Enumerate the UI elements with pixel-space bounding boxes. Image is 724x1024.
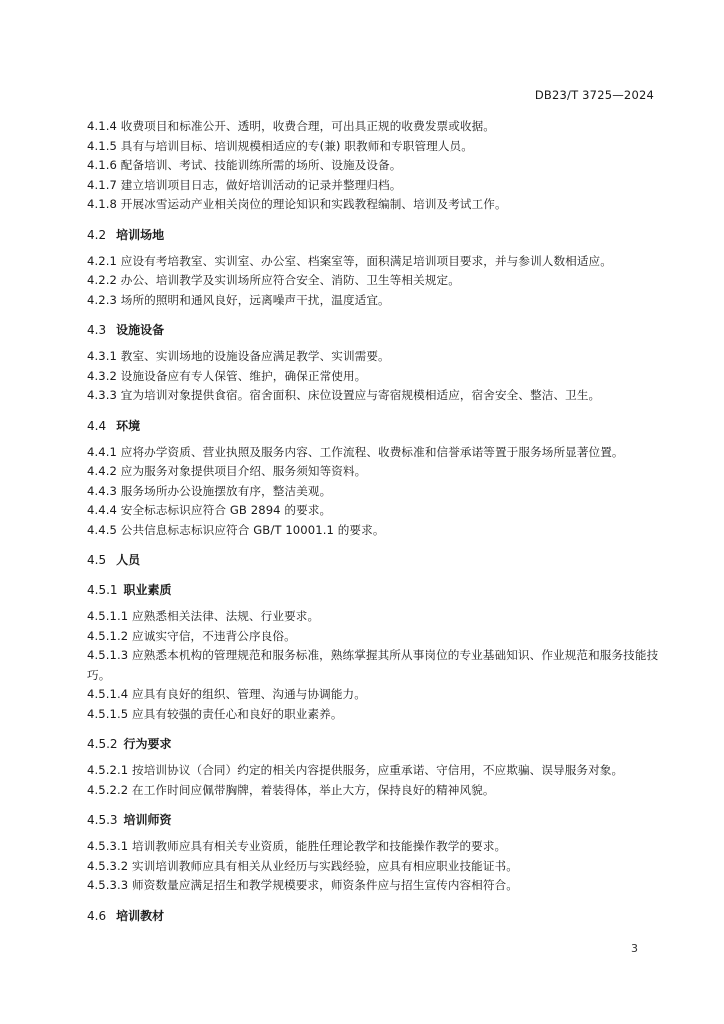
- section-heading-4-5-3: [87, 811, 662, 830]
- clause-4-5-1-3: 4.5.1.3 应熟悉本机构的管理规范和服务标准，熟练掌握其所从事岗位的专业基础知识、作业规范和服务技能技巧。: [87, 648, 659, 682]
- clause-4-3-3: 4.3.3 宜为培训对象提供食宿。宿舍面积、床位设置应与寄宿规模相适应，宿舍安全、整洁、卫生。: [87, 388, 601, 402]
- clause-list-4-4: [87, 443, 662, 541]
- section-number: 4.2: [87, 227, 107, 242]
- section-heading-4-6: [87, 907, 662, 926]
- clause-4-1-7: 4.1.7 建立培训项目日志，做好培训活动的记录并整理归档。: [87, 177, 402, 192]
- clause-4-5-1-5: 4.5.1.5 应具有较强的责任心和良好的职业素养。: [87, 706, 343, 721]
- clause-4-5-3-2: 4.5.3.2 实训培训教师应具有相关从业经历与实践经验，应具有相应职业技能证书。: [87, 858, 518, 873]
- clause-4-5-2-1: 4.5.2.1 按培训协议（合同）约定的相关内容提供服务，应重承诺、守信用，不应欺骗、误导服务对象。: [87, 763, 624, 777]
- clause-4-5-1-1: 4.5.1.1 应熟悉相关法律、法规、行业要求。: [87, 609, 320, 623]
- section-heading-4-5-2: [87, 735, 662, 754]
- section-title: 环境: [116, 418, 141, 433]
- clause-4-5-1-2: 4.5.1.2 应诚实守信，不违背公序良俗。: [87, 628, 296, 643]
- section-number: 4.5.2: [87, 737, 118, 751]
- section-title: 行为要求: [123, 737, 172, 751]
- document-code: DB23/T 3725—2024: [534, 88, 654, 102]
- clause-4-4-2: 4.4.2 应为服务对象提供项目介绍、服务须知等资料。: [87, 464, 367, 478]
- clause-list-4-5-2: [87, 761, 662, 800]
- document-body: [87, 117, 662, 933]
- clause-4-4-3: 4.4.3 服务场所办公设施摆放有序，整洁美观。: [87, 483, 332, 498]
- section-title: 设施设备: [116, 323, 165, 337]
- section-heading-4-3: [87, 321, 662, 340]
- clause-list-4-5-1: [87, 607, 662, 724]
- section-number: 4.5.3: [87, 813, 118, 827]
- clause-4-1-5: 4.1.5 具有与培训目标、培训规模相适应的专(兼) 职教师和专职管理人员。: [87, 138, 473, 153]
- clause-4-2-2: 4.2.2 办公、培训教学及实训场所应符合安全、消防、卫生等相关规定。: [87, 273, 460, 287]
- clause-4-2-3: 4.2.3 场所的照明和通风良好，远离噪声干扰，温度适宜。: [87, 292, 390, 307]
- section-heading-4-4: [87, 417, 662, 436]
- clause-4-4-4: 4.4.4 安全标志标识应符合 GB 2894 的要求。: [87, 503, 332, 517]
- clause-list-4-5-3: [87, 837, 662, 896]
- clause-list-4-2: [87, 252, 662, 311]
- clause-list-4-3: [87, 347, 662, 406]
- clause-4-4-5: 4.4.5 公共信息标志标识应符合 GB/T 10001.1 的要求。: [87, 522, 385, 537]
- section-number: 4.6: [87, 908, 107, 923]
- clause-4-3-1: 4.3.1 教室、实训场地的设施设备应满足教学、实训需要。: [87, 349, 390, 363]
- clause-list-4-1: [87, 117, 662, 215]
- section-heading-4-5-1: [87, 581, 662, 600]
- section-number: 4.3: [87, 323, 107, 337]
- section-title: 培训场地: [116, 227, 165, 242]
- section-heading-4-5: [87, 551, 662, 570]
- clause-4-5-3-1: 4.5.3.1 培训教师应具有相关专业资质，能胜任理论教学和技能操作教学的要求。: [87, 839, 507, 853]
- clause-4-5-3-3: 4.5.3.3 师资数量应满足招生和教学规模要求，师资条件应与招生宣传内容相符合。: [87, 878, 518, 892]
- section-title: 人员: [116, 553, 141, 567]
- clause-4-2-1: 4.2.1 应设有考培教室、实训室、办公室、档案室等，面积满足培训项目要求，并与参训人数相适应。: [87, 253, 612, 268]
- clause-4-1-8: 4.1.8 开展冰雪运动产业相关岗位的理论知识和实践教程编制、培训及考试工作。: [87, 197, 507, 211]
- section-title: 培训教材: [116, 908, 165, 923]
- section-heading-4-2: [87, 226, 662, 245]
- clause-4-1-6: 4.1.6 配备培训、考试、技能训练所需的场所、设施及设备。: [87, 158, 402, 172]
- page-number: 3: [631, 942, 638, 955]
- section-title: 培训师资: [123, 813, 172, 827]
- clause-4-3-2: 4.3.2 设施设备应有专人保管、维护，确保正常使用。: [87, 368, 367, 383]
- section-number: 4.5.1: [87, 583, 118, 597]
- clause-4-4-1: 4.4.1 应将办学资质、营业执照及服务内容、工作流程、收费标准和信誉承诺等置于服务场所显著位置。: [87, 444, 624, 459]
- section-number: 4.5: [87, 553, 107, 567]
- clause-4-5-1-4: 4.5.1.4 应具有良好的组织、管理、沟通与协调能力。: [87, 687, 366, 701]
- section-number: 4.4: [87, 418, 107, 433]
- section-title: 职业素质: [123, 583, 172, 597]
- clause-4-5-2-2: 4.5.2.2 在工作时间应佩带胸牌，着装得体，举止大方，保持良好的精神风貌。: [87, 782, 495, 797]
- clause-4-1-4: 4.1.4 收费项目和标准公开、透明，收费合理，可出具正规的收费发票或收据。: [87, 119, 495, 133]
